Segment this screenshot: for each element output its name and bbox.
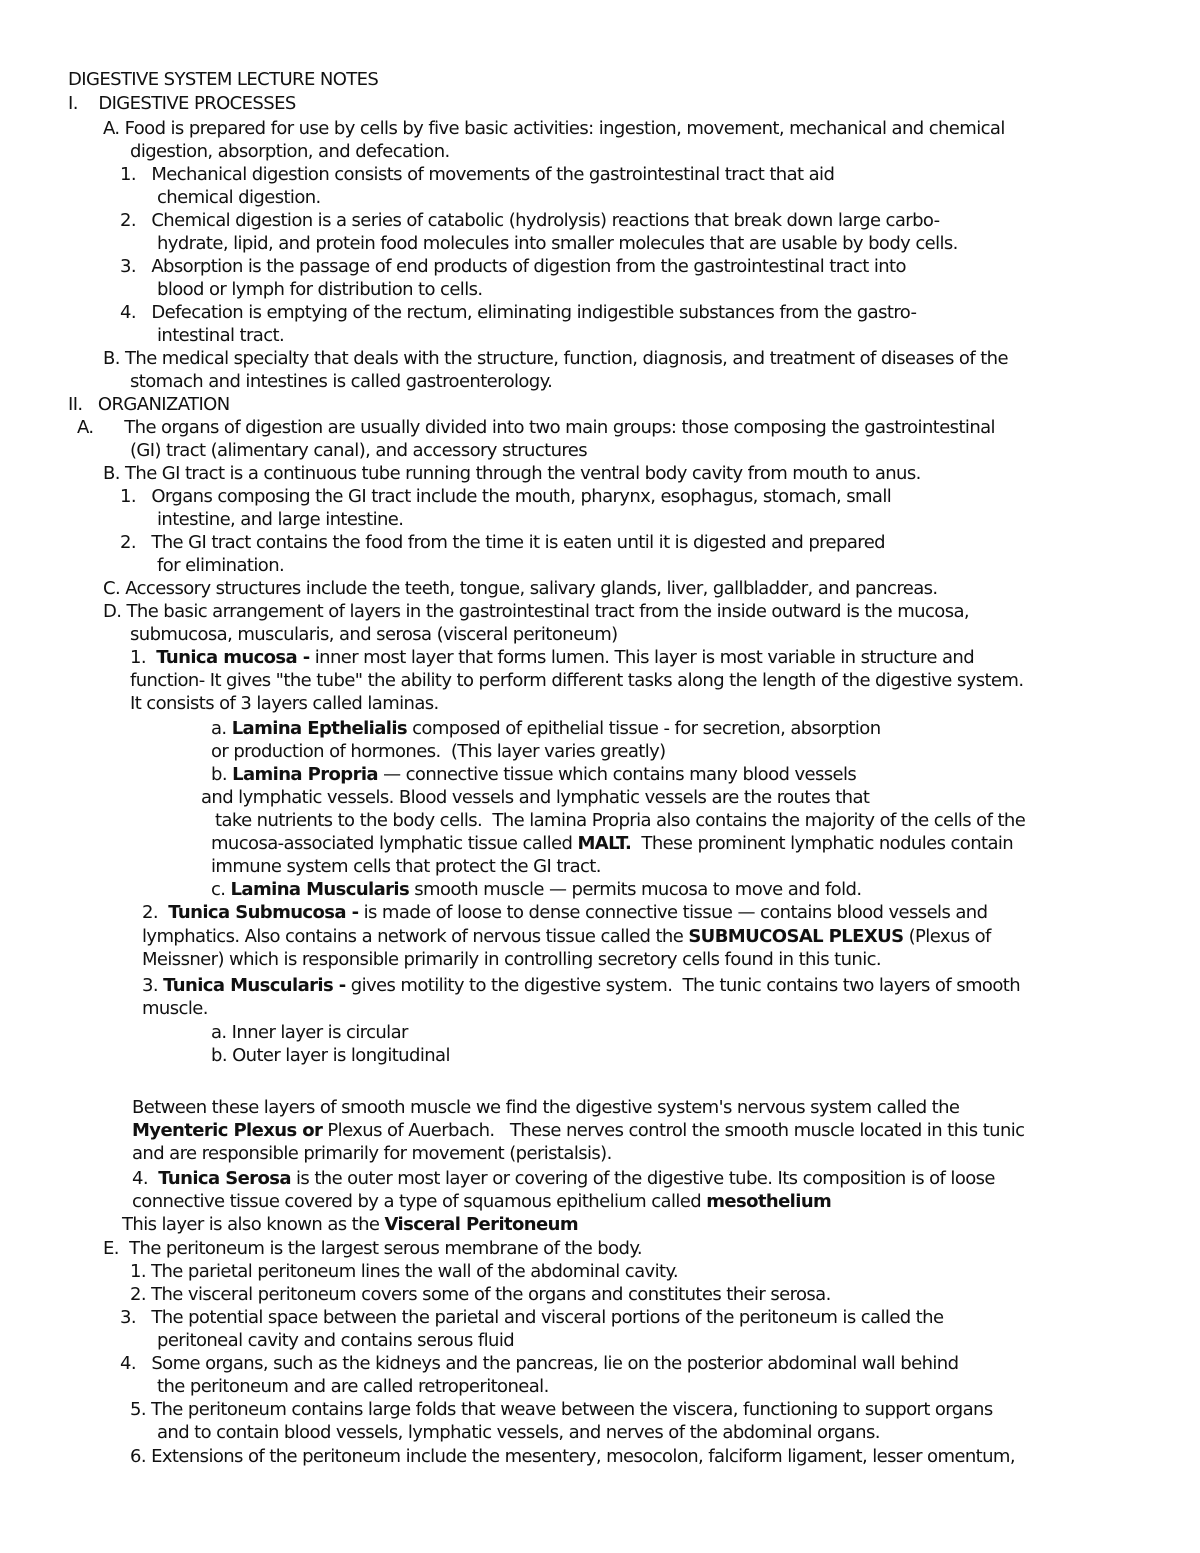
text-line: DIGESTIVE SYSTEM LECTURE NOTES (68, 69, 379, 90)
text-line: 3. Absorption is the passage of end products of digestion from the gastrointestinal tract into (120, 256, 906, 277)
text-line: B. The medical specialty that deals with the structure, function, diagnosis, and treatment of diseases of the (103, 348, 1008, 369)
text-line: hydrate, lipid, and protein food molecules into smaller molecules that are usable by body cells. (157, 233, 958, 254)
text-line: Between these layers of smooth muscle we find the digestive system's nervous system called the (132, 1097, 960, 1118)
bold-term: Visceral Peritoneum (384, 1214, 578, 1235)
text-line (211, 763, 856, 786)
bold-term: Lamina Propria (232, 764, 378, 785)
text-run: mucosa-associated lymphatic tissue called (211, 833, 578, 854)
text-line: II. ORGANIZATION (68, 394, 230, 415)
text-line (211, 878, 861, 901)
text-line: C. Accessory structures include the teeth, tongue, salivary glands, liver, gallbladder, and pancreas. (103, 578, 938, 599)
text-line: immune system cells that protect the GI tract. (211, 856, 601, 877)
text-line (130, 646, 974, 669)
bold-term: Tunica Submucosa - (168, 902, 359, 923)
bold-term: SUBMUCOSAL PLEXUS (688, 926, 904, 947)
text-line (211, 717, 881, 740)
text-line: A. Food is prepared for use by cells by five basic activities: ingestion, movement, mechanical and chemical (103, 118, 1005, 139)
bold-term: Lamina Muscularis (230, 879, 410, 900)
bold-term: Myenteric Plexus or (132, 1120, 323, 1141)
text-line: 1. Organs composing the GI tract include the mouth, pharynx, esophagus, stomach, small (120, 486, 892, 507)
text-run: c. (211, 879, 231, 900)
text-run: 3. (142, 975, 164, 996)
text-run: connective tissue covered by a type of squamous epithelium called (132, 1191, 707, 1212)
text-line: 2. Chemical digestion is a series of catabolic (hydrolysis) reactions that break down large carbo- (120, 210, 940, 231)
text-run: smooth muscle — permits mucosa to move and fold. (409, 879, 862, 900)
bold-term: Tunica Serosa (158, 1168, 291, 1189)
text-line: 4. Defecation is emptying of the rectum, eliminating indigestible substances from the gastro- (120, 302, 917, 323)
text-line: b. Outer layer is longitudinal (211, 1045, 450, 1066)
text-line: and lymphatic vessels. Blood vessels and lymphatic vessels are the routes that (201, 787, 870, 808)
text-line: the peritoneum and are called retroperitoneal. (157, 1376, 549, 1397)
text-run: is the outer most layer or covering of the digestive tube. Its composition is of loose (290, 1168, 995, 1189)
text-run: lymphatics. Also contains a network of nervous tissue called the (142, 926, 689, 947)
text-line: 4. Some organs, such as the kidneys and the pancreas, lie on the posterior abdominal wall behind (120, 1353, 959, 1374)
text-line: 1. Mechanical digestion consists of movements of the gastrointestinal tract that aid (120, 164, 835, 185)
bold-term: MALT. (577, 833, 632, 854)
text-line: and are responsible primarily for movement (peristalsis). (132, 1143, 612, 1164)
text-line: Meissner) which is responsible primarily in controlling secretory cells found in this tunic. (142, 949, 882, 970)
text-line: submucosa, muscularis, and serosa (visceral peritoneum) (130, 624, 618, 645)
text-line (132, 1119, 1024, 1142)
text-run: These prominent lymphatic nodules contain (631, 833, 1014, 854)
text-line: (GI) tract (alimentary canal), and accessory structures (130, 440, 588, 461)
text-run: — connective tissue which contains many blood vessels (377, 764, 857, 785)
bold-term: Lamina Epthelialis (231, 718, 408, 739)
text-run: Plexus of Auerbach. These nerves control the smooth muscle located in this tunic (322, 1120, 1025, 1141)
text-run: 2. (142, 902, 169, 923)
text-line: blood or lymph for distribution to cells. (157, 279, 483, 300)
text-line (132, 1190, 831, 1213)
text-line: peritoneal cavity and contains serous fluid (157, 1330, 515, 1351)
text-line: intestine, and large intestine. (157, 509, 404, 530)
bold-term: mesothelium (706, 1191, 832, 1212)
text-line: 3. The potential space between the parietal and visceral portions of the peritoneum is called the (120, 1307, 944, 1328)
text-run: b. (211, 764, 233, 785)
text-line (211, 832, 1013, 855)
text-line: B. The GI tract is a continuous tube running through the ventral body cavity from mouth to anus. (103, 463, 921, 484)
text-line (142, 925, 991, 948)
text-line: intestinal tract. (157, 325, 285, 346)
text-line: D. The basic arrangement of layers in the gastrointestinal tract from the inside outward is the mucosa, (103, 601, 970, 622)
text-line: It consists of 3 layers called laminas. (130, 693, 439, 714)
bold-term: Tunica Muscularis - (163, 975, 346, 996)
bold-term: Tunica mucosa - (156, 647, 310, 668)
text-line: or production of hormones. (This layer varies greatly) (211, 741, 666, 762)
text-line (132, 1167, 995, 1190)
text-line: function- It gives "the tube" the ability to perform different tasks along the length of the digestive system. (130, 670, 1024, 691)
text-line: digestion, absorption, and defecation. (130, 141, 450, 162)
text-line: and to contain blood vessels, lymphatic vessels, and nerves of the abdominal organs. (157, 1422, 880, 1443)
text-line (122, 1213, 578, 1236)
text-line: a. Inner layer is circular (211, 1022, 408, 1043)
text-line: 2. The GI tract contains the food from the time it is eaten until it is digested and prepared (120, 532, 885, 553)
text-line (142, 974, 1020, 997)
text-run: inner most layer that forms lumen. This layer is most variable in structure and (309, 647, 975, 668)
text-line: E. The peritoneum is the largest serous membrane of the body. (103, 1238, 642, 1259)
text-line: muscle. (142, 998, 208, 1019)
text-run: 4. (132, 1168, 159, 1189)
text-run: 1. (130, 647, 157, 668)
text-run: is made of loose to dense connective tissue — contains blood vessels and (358, 902, 988, 923)
text-line: take nutrients to the body cells. The lamina Propria also contains the majority of the cells of the (215, 810, 1026, 831)
text-line: 1. The parietal peritoneum lines the wall of the abdominal cavity. (130, 1261, 679, 1282)
text-run: This layer is also known as the (122, 1214, 385, 1235)
text-line: 2. The visceral peritoneum covers some of the organs and constitutes their serosa. (130, 1284, 831, 1305)
text-line: A. The organs of digestion are usually divided into two main groups: those composing the gastrointestinal (77, 417, 995, 438)
text-line: for elimination. (157, 555, 285, 576)
text-line: 5. The peritoneum contains large folds that weave between the viscera, functioning to support organs (130, 1399, 993, 1420)
text-run: composed of epithelial tissue - for secretion, absorption (407, 718, 881, 739)
text-run: a. (211, 718, 232, 739)
text-line: stomach and intestines is called gastroenterology. (130, 371, 553, 392)
text-run: (Plexus of (903, 926, 991, 947)
text-line: 6. Extensions of the peritoneum include the mesentery, mesocolon, falciform ligament, lesser omentum, (130, 1446, 1015, 1467)
text-line: chemical digestion. (157, 187, 321, 208)
text-line: I. DIGESTIVE PROCESSES (68, 93, 296, 114)
text-line (142, 901, 987, 924)
text-run: gives motility to the digestive system. The tunic contains two layers of smooth (345, 975, 1021, 996)
